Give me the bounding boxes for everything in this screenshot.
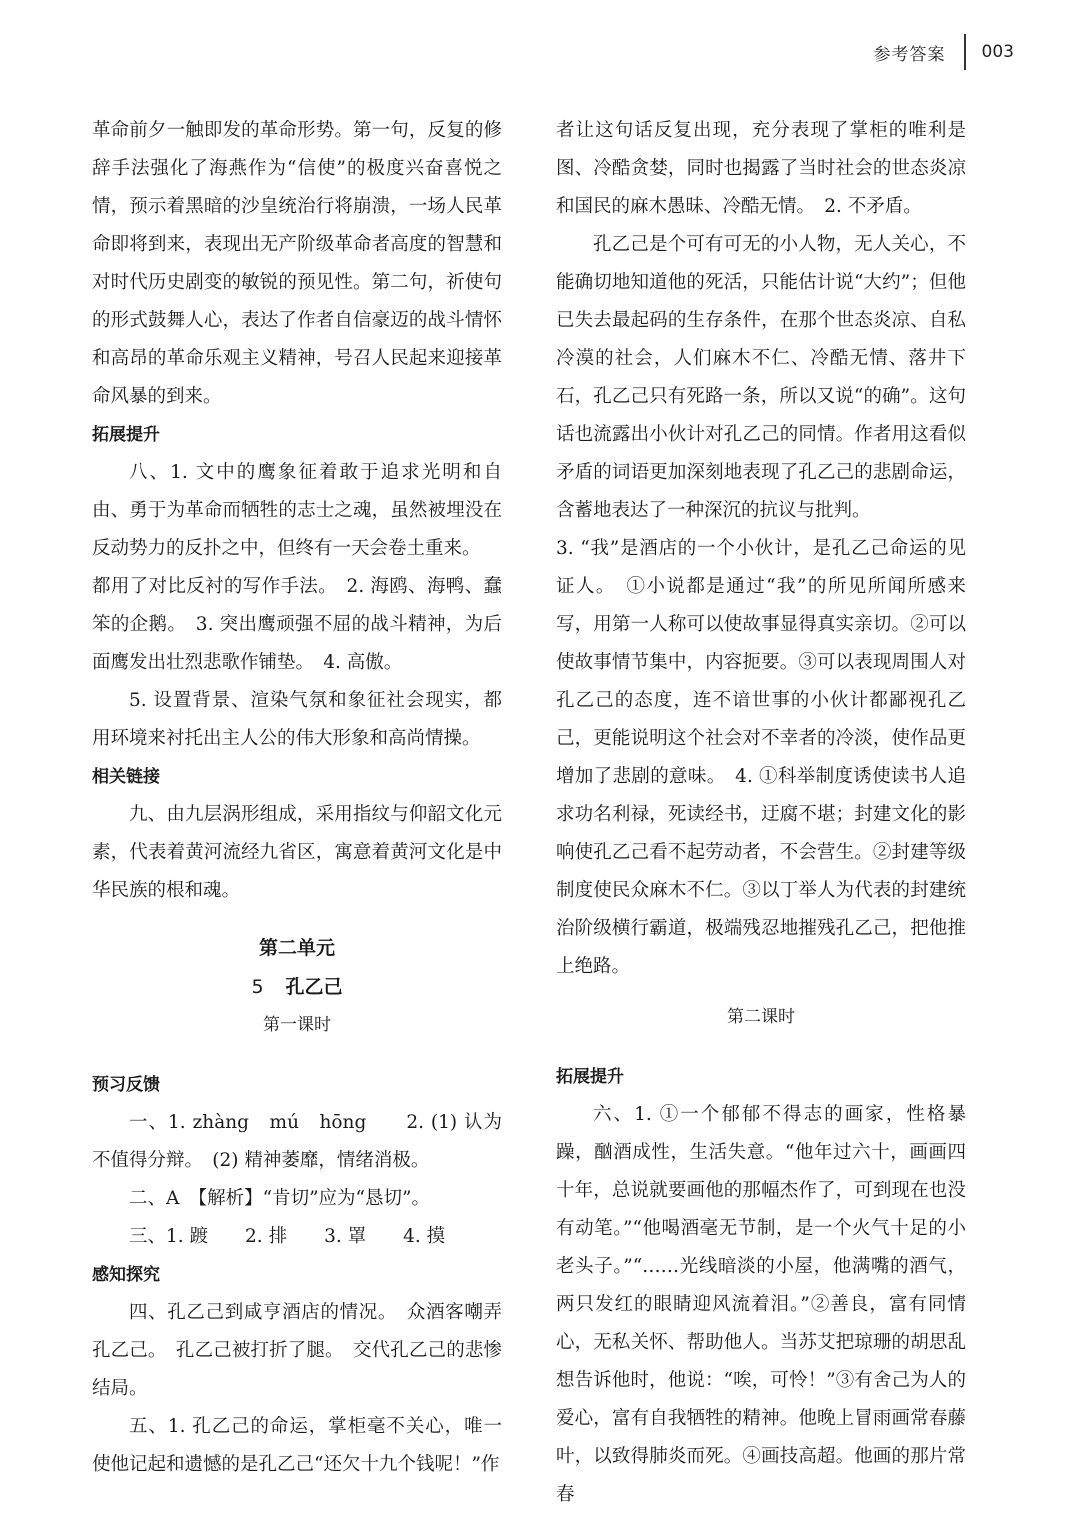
section-heading: 感知探究 bbox=[92, 1265, 160, 1285]
paragraph: 六、1. ①一个郁郁不得志的画家，性格暴躁，酗酒成性，生活失意。“他年过六十，画画四十年，总说就要画他的那幅杰作了，可到现在也没有动笔。”“他喝酒毫无节制，是一个火气十足的小老头子。”“……光线暗淡的小屋，他满嘴的酒气，两只发红的眼睛迎风流着泪。”②善良，富有同情心，无私关怀、帮助他人。当苏艾把琼珊的胡思乱想告诉他时，他说：“唉，可怜！”③有舍己为人的爱心，富有自我牺牲的精神。他晚上冒雨画常春藤叶，以致得肺炎而死。④画技高超。他画的那片常春 bbox=[556, 1104, 966, 1505]
section-heading: 拓展提升 bbox=[556, 1067, 624, 1087]
paragraph: 九、由九层涡形组成，采用指纹与仰韶文化元素，代表着黄河流经九省区，寓意着黄河文化是中华民族的根和魂。 bbox=[92, 804, 502, 901]
unit-title: 第二单元 bbox=[258, 937, 335, 959]
section-title: 参考答案 bbox=[873, 44, 946, 65]
page-number: 003 bbox=[981, 42, 1014, 62]
period-title: 第一课时 bbox=[263, 1015, 331, 1035]
paragraph: 3. “我”是酒店的一个小伙计，是孔乙己命运的见证人。 ①小说都是通过“我”的所见所闻所感来写，用第一人称可以使故事显得真实亲切。②可以使故事情节集中，内容扼要。③可以表现周围人对孔乙己的态度，连不谙世事的小伙计都鄙视孔乙己，更能说明这个社会对不幸者的冷淡，使作品更增加了悲剧的意味。 4. ①科举制度诱使读书人追求功名利禄，死读经书，迂腐不堪；封建文化的影响使孔乙己看不起劳动者，不会营生。②封建等级制度使民众麻木不仁。③以丁举人为代表的封建统治阶级横行霸道，极端残忍地摧残孔乙己，把他推上绝路。 bbox=[556, 538, 966, 977]
paragraph: 一、1. zhàng mú hōng 2. (1) 认为不值得分辩。 (2) 精神萎靡，情绪消极。 bbox=[92, 1112, 502, 1171]
paragraph: 5. 设置背景、渲染气氛和象征社会现实，都用环境来衬托出主人公的伟大形象和高尚情操。 bbox=[92, 690, 502, 749]
lesson-name: 孔乙己 bbox=[285, 976, 343, 998]
paragraph: 都用了对比反衬的写作手法。 2. 海鸥、海鸭、蠢笨的企鹅。 3. 突出鹰顽强不屈的战斗精神，为后面鹰发出壮烈悲歌作铺垫。 4. 高傲。 bbox=[92, 576, 502, 673]
paragraph: 者让这句话反复出现，充分表现了掌柜的唯利是图、冷酷贪婪，同时也揭露了当时社会的世态炎凉和国民的麻木愚昧、冷酷无情。 2. 不矛盾。 bbox=[556, 120, 966, 217]
paragraph: 八、1. 文中的鹰象征着敢于追求光明和自由、勇于为革命而牺牲的志士之魂，虽然被埋没在反动势力的反扑之中，但终有一天会卷土重来。 bbox=[92, 462, 502, 559]
header-divider bbox=[964, 34, 966, 70]
right-column bbox=[556, 112, 966, 1514]
left-column bbox=[92, 112, 502, 1484]
paragraph: 孔乙己是个可有可无的小人物，无人关心，不能确切地知道他的死活，只能估计说“大约”；但他已失去最起码的生存条件，在那个世态炎凉、自私冷漠的社会，人们麻木不仁、冷酷无情、落井下石，孔乙己只有死路一条，所以又说“的确”。这句话也流露出小伙计对孔乙己的同情。作者用这看似矛盾的词语更加深刻地表现了孔乙己的悲剧命运，含蓄地表达了一种深沉的抗议与批判。 bbox=[556, 234, 966, 521]
paragraph: 三、1. 踱 2. 排 3. 罩 4. 摸 bbox=[129, 1226, 446, 1247]
lesson-number: 5 bbox=[251, 976, 264, 998]
lesson-title bbox=[92, 968, 502, 1006]
paragraph: 四、孔乙己到咸亨酒店的情况。 众酒客嘲弄孔乙己。 孔乙己被打折了腿。 交代孔乙己的悲惨结局。 bbox=[92, 1302, 502, 1399]
section-heading: 相关链接 bbox=[92, 767, 160, 787]
section-heading: 预习反馈 bbox=[92, 1075, 160, 1095]
paragraph: 五、1. 孔乙己的命运，掌柜毫不关心，唯一使他记起和遗憾的是孔乙己“还欠十九个钱呢！”作 bbox=[92, 1416, 502, 1475]
paragraph: 二、A 【解析】“肯切”应为“恳切”。 bbox=[129, 1188, 430, 1209]
period-title: 第二课时 bbox=[727, 1007, 795, 1027]
section-heading: 拓展提升 bbox=[92, 425, 160, 445]
page-header bbox=[874, 34, 1014, 70]
paragraph: 革命前夕一触即发的革命形势。第一句，反复的修辞手法强化了海燕作为“信使”的极度兴奋喜悦之情，预示着黑暗的沙皇统治行将崩溃，一场人民革命即将到来，表现出无产阶级革命者高度的智慧和对时代历史剧变的敏锐的预见性。第二句，祈使句的形式鼓舞人心，表达了作者自信豪迈的战斗情怀和高昂的革命乐观主义精神，号召人民起来迎接革命风暴的到来。 bbox=[92, 120, 502, 407]
